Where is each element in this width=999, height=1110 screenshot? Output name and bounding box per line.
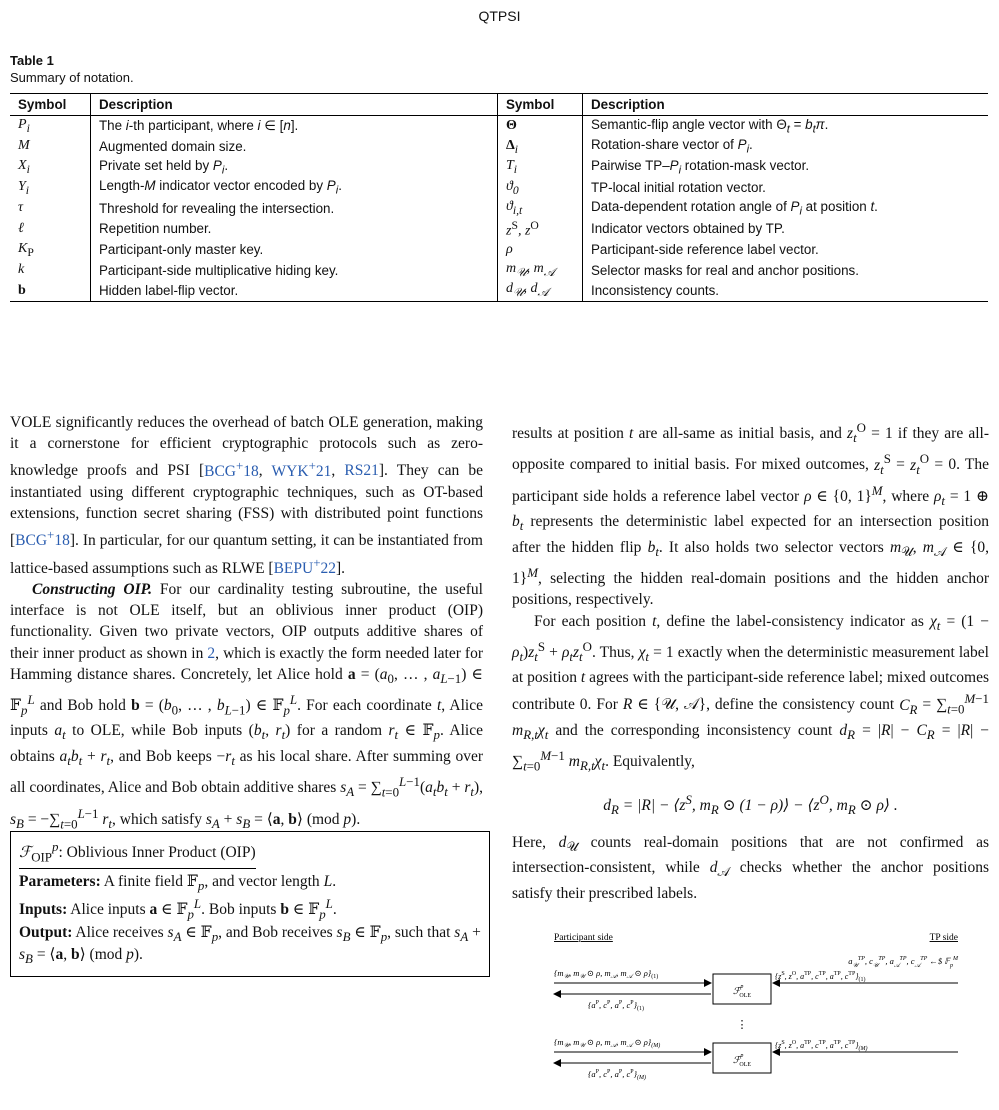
paragraph-vole: VOLE significantly reduces the overhead of batch OLE generation, making it a cornerstone for efficient cryptographic protocols such as zero-knowledge proofs and PSI [BCG+18, WYK+21, RS21]. They can be instantiated using different cryptographic techniques, such as OT-based extensions, function secret sharing (FSS) with distributed point functions [BCG+18]. In particular, for our quantum setting, it can be instantiated from lattice-based assumptions such as RLWE [BEPU+22]. [10,414,483,577]
symbol-cell: Θ [498,115,583,136]
header-description-left: Description [91,94,498,116]
oip-output: Output: Alice receives $s_A$ ∈ 𝔽$_p$, and Bob receives $s_B$ ∈ 𝔽$_p$, such that $s_A + s_B$ = ⟨a, b⟩ (mod p). [19,923,481,966]
paragraph-consistency: For each position t, define the label-consistency indicator as $\chi_t = (1 - \rho_t)z_t^S + \rho_tz_t^O$. Thus, $\chi_t = 1$ exactly when the deterministic measurement label at position t agrees with the participant-side reference label; mixed outcomes contribute 0. For R ∈ {𝒰, 𝒜}, define the consistency count $C_R = \sum_{t=0}^{M-1}$ $m_{R,t}\chi_t$ and the corresponding inconsistency count $d_R = |R| - C_R = |R| - \sum_{t=0}^{M-1}$ $m_{R,t}\chi_t$. Equivalently, [512,612,989,774]
oip-inputs-label: Inputs: [19,901,68,919]
paragraph-here: Here, $d_𝒰$ counts real-domain positions that are not confirmed as intersection-consistent, while $d_𝒜$ checks whether the anchor positions satisfy their prescribed labels. [512,834,989,902]
right-column [512,417,989,904]
symbol-cell: $z^S$, $z^O$ [498,219,583,240]
table-caption-text: Summary of notation. [10,70,134,85]
tp-side-label: TP side [929,933,958,943]
header-symbol-right: Symbol [498,94,583,116]
citation-link[interactable]: BEPU+22 [273,554,336,577]
citation-link[interactable]: RS21 [344,462,379,480]
citation-link[interactable]: BCG+18 [15,527,70,550]
description-cell: Augmented domain size. [91,136,498,157]
description-cell: Data-dependent rotation angle of $P_i$ at position t. [591,198,878,218]
description-cell: Rotation-share vector of $P_i$. [591,137,753,156]
table-row [10,136,988,157]
table-row [10,219,988,240]
oip-inputs: Inputs: Alice inputs a ∈ 𝔽$_p^L$. Bob inputs b ∈ 𝔽$_p^L$. [19,896,337,922]
symbol-cell: $\Delta_i$ [498,136,583,157]
participant-side-label: Participant side [554,933,613,943]
message-1-right: {$z^S$, $z^O$, $a^{TP}$, $c^{TP}$, $a^{TP}$, $c^{TP}\}_{(1)}$ [775,971,866,983]
symbol-cell: $d_𝒰$, $d_𝒜$ [498,280,583,301]
ole-box-m-label: ℱ$^p$ OLE [732,1053,752,1068]
tp-sample-text: $a_𝒰^{TP}$, $c_𝒰^{TP}$, $a_𝒜^{TP}$, $c_𝒜^{TP}$ ←$ 𝔽$_p^M$ [848,956,958,969]
symbol-cell: $P_i$ [10,115,91,136]
oip-box-title-text: Oblivious Inner Product (OIP) [66,844,256,862]
protocol-figure [548,928,968,1104]
oip-parameters-label: Parameters: [19,873,101,891]
citation-link[interactable]: BCG+18 [204,457,259,480]
symbol-cell: $X_i$ [10,157,91,178]
header-symbol-left: Symbol [10,94,91,116]
running-header: QTPSI [478,8,521,24]
description-cell: Participant-side reference label vector. [591,242,819,258]
table-row [10,115,988,136]
description-cell: Indicator vectors obtained by TP. [591,221,785,237]
description-cell: Pairwise $TP-P_i$ rotation-mask vector. [591,157,810,177]
description-cell: Inconsistency counts. [591,283,720,299]
table-header-row [10,94,988,116]
description-cell: Selector masks for real and anchor positions. [591,262,859,278]
table-label: Table 1 [10,53,54,68]
table-row [10,239,988,260]
table-row [10,177,988,198]
symbol-cell: M [10,136,91,157]
oip-box-title: ℱ$_{OIP}^p$: Oblivious Inner Product (OIP) [19,838,256,869]
symbol-cell: $m_𝒰$, $m_𝒜$ [498,260,583,281]
figure-ref-link[interactable]: 2 [207,644,216,662]
message-1-top: {$m_𝒰$, $m_𝒰$ ⊙ ρ, $m_𝒜$, $m_𝒜$ ⊙ $\rho\}_{(1)}$ [554,968,659,980]
description-cell: The i-th participant, where i ∈ [n]. [91,115,498,136]
description-cell: Hidden label-flip vector. [91,280,498,301]
symbol-cell: b [10,280,91,301]
equation-inconsistency: $d_R = |R|$ − $⟨z^S$, $m_R$ ⊙ (1 − ρ)⟩ − $⟨z^O$, $m_R$ ⊙ ρ⟩ . [603,791,898,817]
vertical-dots: ⋮ [736,1019,748,1031]
description-cell: TP-local initial rotation vector. [591,180,766,196]
paragraph-heading: Constructing OIP. [32,580,152,598]
paragraph-constructing-oip: Constructing OIP. For our cardinality testing subroutine, the useful interface is not OLE itself, but an oblivious inner product (OIP) functionality. Given two private vectors, OIP outputs additive shares of their inner product as shown in 2, which is exactly the form needed later for Hamming distance shares. Concretely, let Alice hold $a = (a_0$, … , $a_{L-1}$) ∈ 𝔽$_p^L$ and Bob hold $b = (b_0$, … , $b_{L-1}$) ∈ 𝔽$_p^L$. For each coordinate t, Alice inputs $a_t$ to OLE, while Bob inputs ($b_t$, $r_t$) for a random $r_t$ ∈ 𝔽$_p$. Alice obtains $a_tb_t + r_t$, and Bob keeps $-r_t$ as his local share. After summing over all coordinates, Alice and Bob obtain additive shares $s_A = \sum_{t=0}^{L-1}(a_tb_t + r_t)$, $s_B = -\sum_{t=0}^{L-1}$ $r_t$, which satisfy $s_A + s_B$ = ⟨a, b⟩ (mod p). [10,580,484,831]
symbol-cell: $ϑ_{i,t}$ [498,198,583,219]
citation-link[interactable]: WYK+21 [271,457,332,480]
notation-table [10,93,988,302]
oip-parameters: Parameters: A finite field 𝔽$_p$, and vector length L. [19,873,337,894]
description-cell: Semantic-flip angle vector with $\Theta_t = b_t\pi$. [591,116,829,136]
table-row [10,260,988,281]
symbol-cell: ℓ [10,219,91,240]
description-cell: Participant-side multiplicative hiding key. [91,260,498,281]
symbol-cell: τ [10,198,91,219]
message-m-top: {$m_𝒰$, $m_𝒰$ ⊙ ρ, $m_𝒜$, $m_𝒜$ ⊙ $\rho\}_{(M)}$ [554,1037,661,1049]
left-column [10,412,483,834]
oip-definition-box [10,831,490,977]
ole-box-1-label: ℱ$^p$ OLE [732,984,752,999]
message-1-bottom: {$a^P$, $c^P$, $a^P$, $c^P\}_{(1)}$ [588,1000,644,1012]
symbol-cell: $K_P$ [10,239,91,260]
header-description-right: Description [591,96,665,112]
oip-output-label: Output: [19,923,73,941]
description-cell: Length-M indicator vector encoded by $P_i$. [91,177,498,198]
description-cell: Repetition number. [91,219,498,240]
symbol-cell: k [10,260,91,281]
symbol-cell: $T_i$ [498,157,583,178]
table-row [10,157,988,178]
table-row [10,280,988,301]
symbol-cell: ρ [498,239,583,260]
description-cell: Participant-only master key. [91,239,498,260]
description-cell: Private set held by $P_i$. [91,157,498,178]
symbol-cell: $ϑ_0$ [498,177,583,198]
symbol-cell: $Y_i$ [10,177,91,198]
paragraph-results: results at position t are all-same as initial basis, and $z_t^O = 1$ if they are all-opposite compared to initial basis. For mixed outcomes, $z_t^S = z_t^O = 0$. The participant side holds a reference label vector ρ ∈ {0, 1}$^M$, where $\rho_t = 1$ ⊕ $b_t$ represents the deterministic label expected for an intersection position after the hidden flip $b_t$. It also holds two selector vectors $m_𝒰$, $m_𝒜$ ∈ {0, 1}$^M$, selecting the hidden real-domain positions and the hidden anchor positions, respectively. [512,420,990,609]
message-m-right: {$z^S$, $z^O$, $a^{TP}$, $c^{TP}$, $a^{TP}$, $c^{TP}\}_{(M)}$ [775,1040,868,1052]
message-m-bottom: {$a^P$, $c^P$, $a^P$, $c^P\}_{(M)}$ [588,1069,646,1081]
description-cell: Threshold for revealing the intersection. [91,198,498,219]
table-row [10,198,988,219]
table-caption [10,52,134,86]
